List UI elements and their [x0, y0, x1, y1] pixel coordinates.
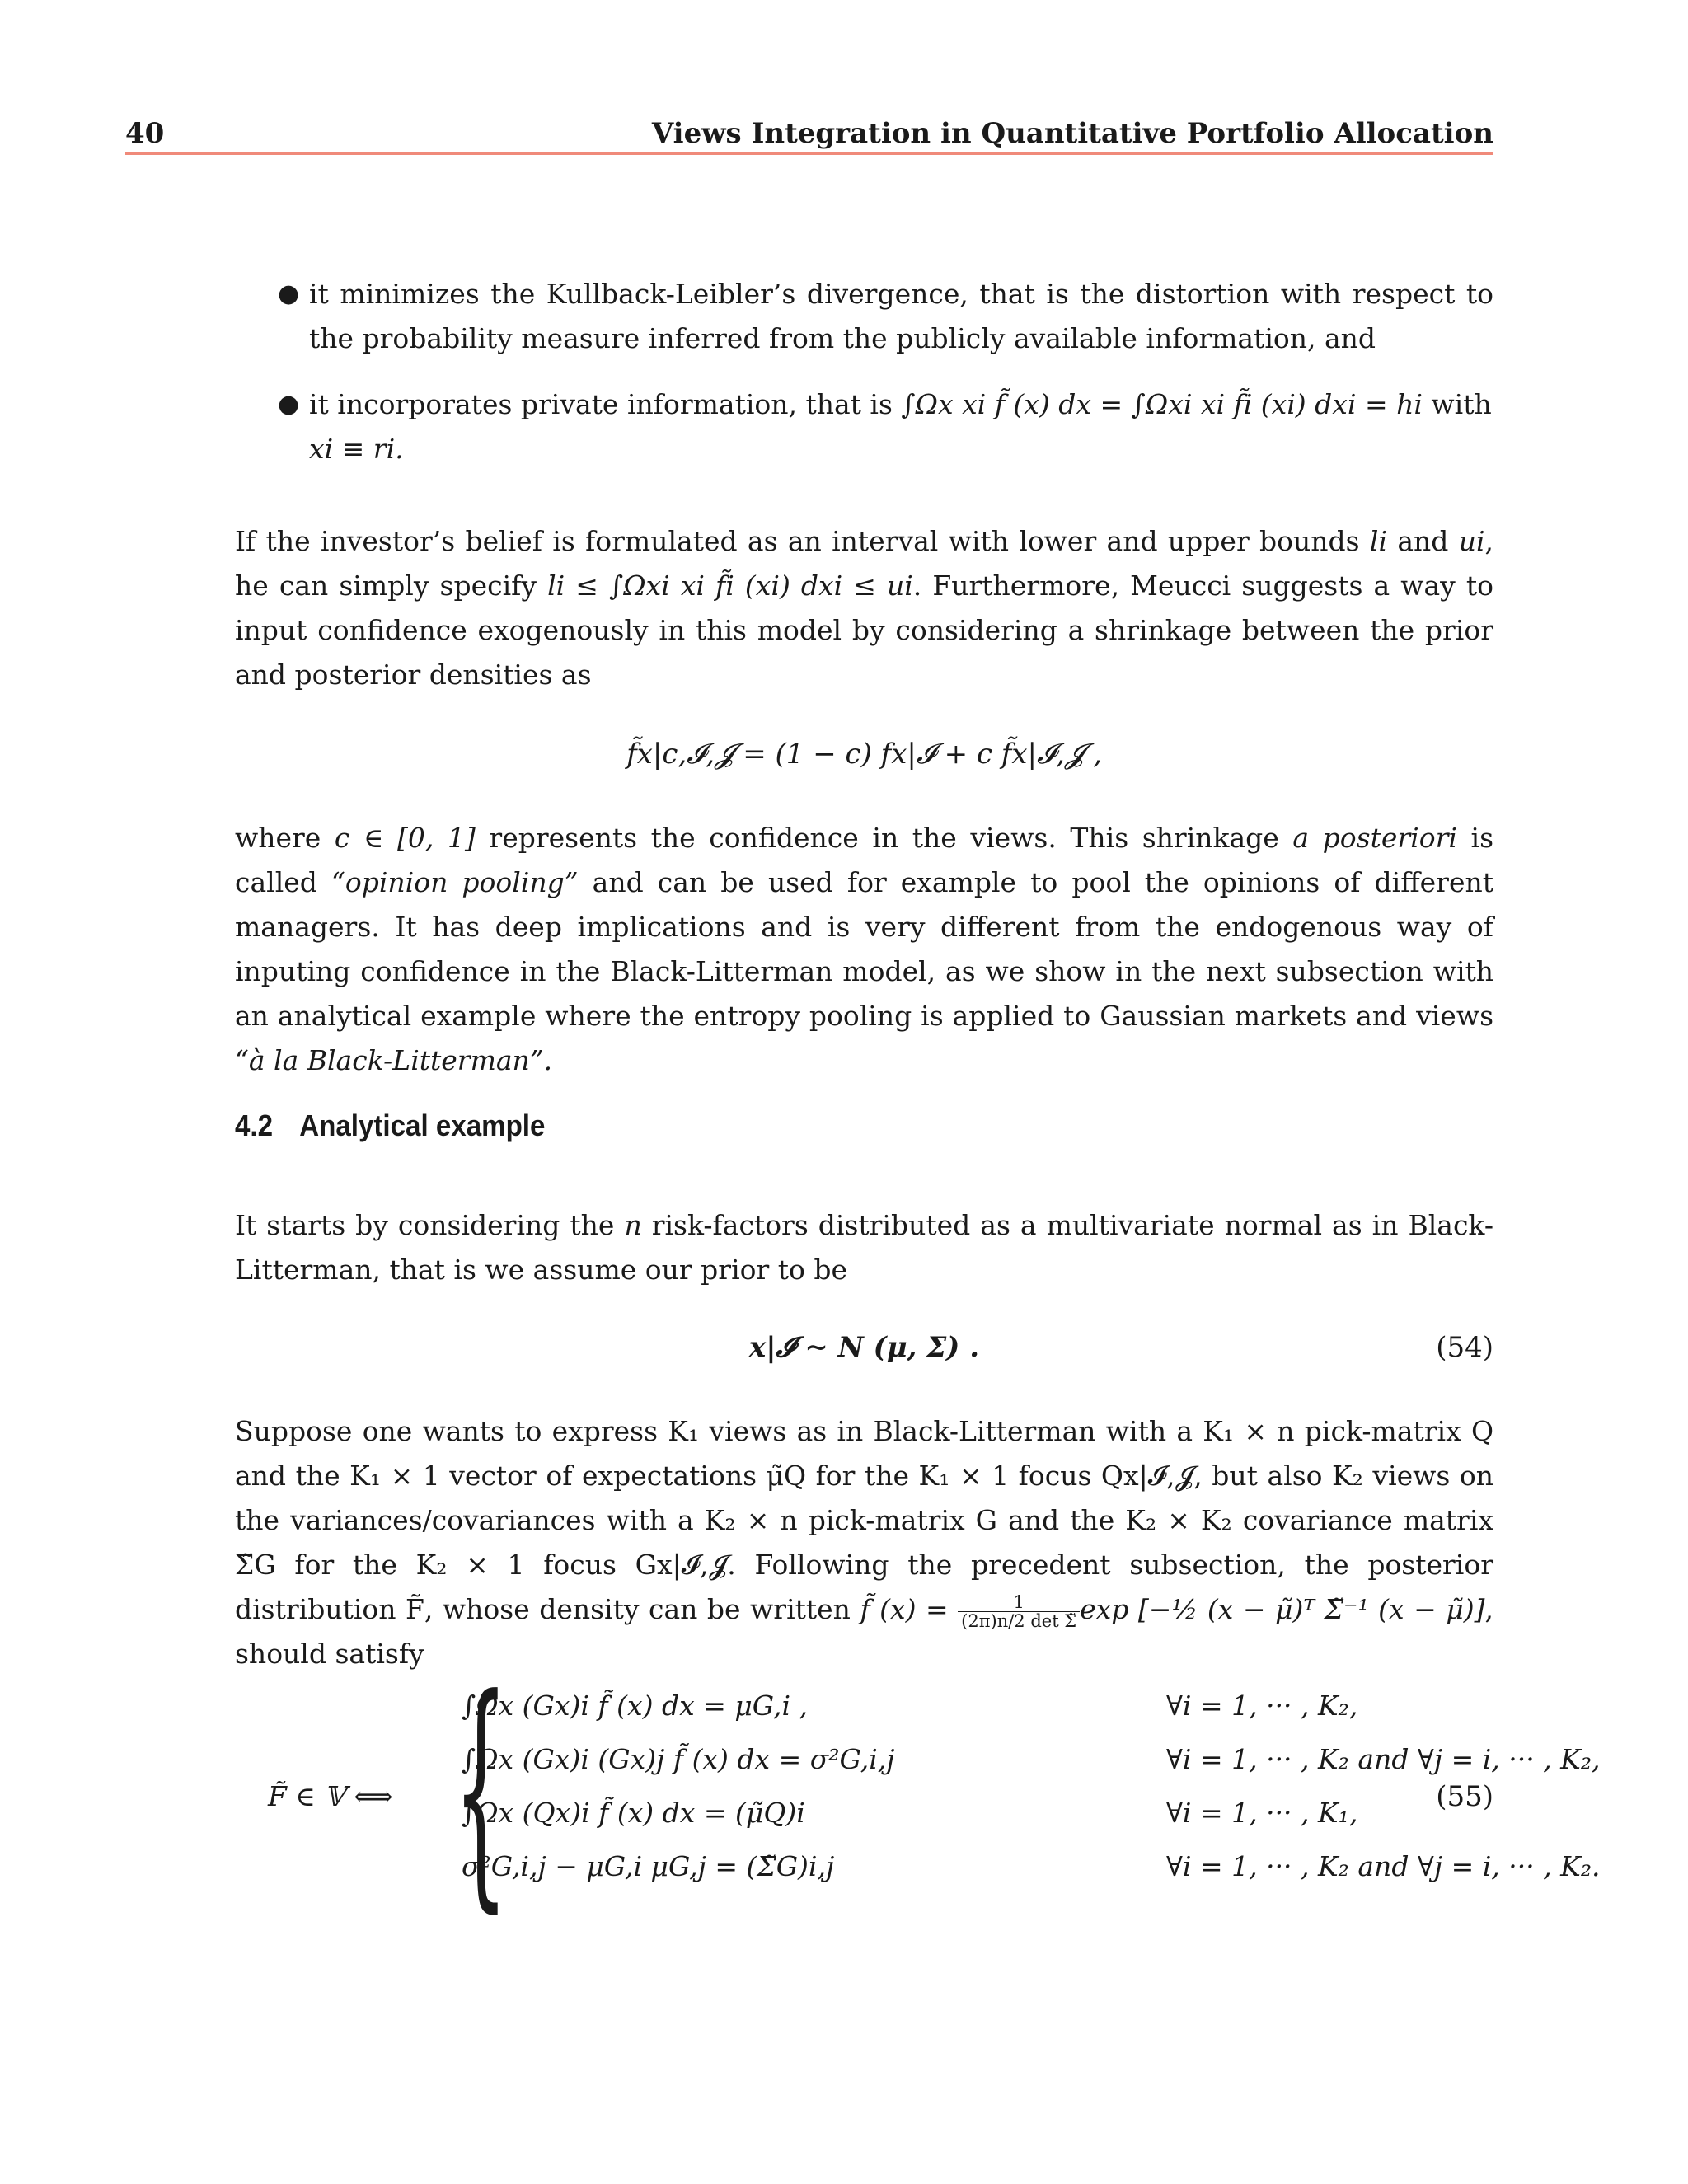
constraint-row [462, 1850, 1601, 1900]
constraint-expr: σ²G,i,j − μG,i μG,j = (Σ̃G)i,j [462, 1850, 835, 1882]
inline-math: li [1369, 525, 1388, 557]
text-run: density can be written [539, 1593, 860, 1625]
fraction [958, 1593, 1080, 1630]
paragraph-interval-views [235, 519, 1493, 697]
page-number: 40 [125, 117, 165, 150]
text-run: Litterman, that is we assume our prior to be [235, 1254, 848, 1286]
text-run: , should satisfy [235, 1593, 1493, 1670]
running-title: Views Integration in Quantitative Portfolio Allocation [651, 117, 1493, 150]
text-run: can simply specify [279, 569, 548, 602]
text-run: the K₁ × 1 vector of expectations μ̃Q for the K₁ × 1 focus Qx|𝓘,𝓙, but also K₂ views on the [235, 1460, 1493, 1536]
constraint-expr: ∫Ωx (Gx)i f̃ (x) dx = μG,i , [462, 1690, 808, 1722]
inline-formula: li ≤ ∫Ωxi xi f̃i (xi) dxi ≤ ui [547, 569, 913, 602]
left-brace-icon: { [453, 1646, 509, 1933]
inline-formula: xi ≡ ri. [309, 433, 404, 465]
bullet-icon: ● [278, 279, 300, 308]
equation-54 [235, 1331, 1493, 1364]
bullet-text: it incorporates private information, that is [309, 388, 902, 420]
italic-text: “opinion pooling” [331, 866, 579, 898]
constraint-cond: ∀i = 1, ··· , K₂ and ∀j = i, ··· , K₂, [1166, 1743, 1601, 1775]
text-run: where [235, 822, 335, 854]
equation-formula: x|𝓘 ∼ N (μ, Σ) . [748, 1331, 980, 1364]
text-run: entropy pooling is applied to Gaussian markets and views [693, 1000, 1494, 1032]
equation-55 [235, 1646, 1601, 1933]
equation-lhs: F̃ ∈ 𝕍 ⟺ [268, 1780, 393, 1812]
fraction-denominator: (2π)n/2 det Σ̃ [961, 1610, 1077, 1631]
text-run: Black-Litterman model, as we show in the next subsection with an analytical example where the [235, 955, 1494, 1032]
inline-formula: exp [−½ (x − μ̃)ᵀ Σ̃⁻¹ (x − μ̃)] [1080, 1593, 1485, 1625]
fraction-numerator: 1 [958, 1593, 1080, 1612]
bullet-text-tail: with [1422, 388, 1492, 420]
constraint-expr: ∫Ωx (Qx)i f̃ (x) dx = (μ̃Q)i [462, 1797, 805, 1829]
text-run: confidence exogenously in this model by considering a shrinkage between the prior and posterior [235, 614, 1493, 691]
text-run: , he [235, 525, 1493, 602]
section-title: Analytical example [299, 1108, 546, 1142]
constraint-row [462, 1797, 1358, 1846]
equation-number: (54) [1436, 1331, 1493, 1364]
equation-shrinkage: f̃x|c,𝓘,𝓙 = (1 − c) fx|𝓘 + c f̃x|𝓘,𝓙 , [626, 738, 1102, 771]
inline-formula: f̃ (x) = [860, 1593, 959, 1625]
text-run: and can be used for example to pool the opinions of different managers. It has [235, 866, 1493, 943]
italic-text: “à la Black-Litterman”. [235, 1044, 553, 1076]
section-number: 4.2 [235, 1108, 274, 1142]
text-run: Suppose one wants to express K₁ views as in Black-Litterman with a K₁ × n pick-matrix Q and [235, 1415, 1493, 1492]
bullet-item-1 [235, 272, 1493, 361]
inline-math: c ∈ [0, 1] [334, 822, 476, 854]
italic-text: a posteriori [1292, 822, 1457, 854]
paragraph-views-spec [235, 1409, 1493, 1676]
text-run: represents the confidence in the views. This shrinkage [475, 822, 1293, 854]
text-run: deep implications and is very different from the endogenous way of inputing confidence in the [235, 911, 1493, 987]
text-run: . Furthermore, Meucci suggests a way to input [235, 569, 1493, 646]
text-run: If the investor’s belief is formulated as an interval with lower and upper bounds [235, 525, 1370, 557]
inline-formula: ∫Ωx xi f̃ (x) dx = ∫Ωxi xi f̃i (xi) dxi = hi [901, 388, 1423, 420]
text-run: is called [235, 822, 1494, 898]
bullet-list [235, 272, 1493, 493]
inline-math: n [624, 1209, 642, 1241]
text-run: It starts by considering the [235, 1209, 625, 1241]
text-run: variances/covariances with a K₂ × n pick-matrix G and the K₂ × K₂ covariance matrix Σ̃G for [235, 1504, 1493, 1581]
constraint-cond: ∀i = 1, ··· , K₂ and ∀j = i, ··· , K₂. [1166, 1850, 1601, 1882]
bullet-icon: ● [278, 390, 300, 419]
paragraph-opinion-pooling [235, 816, 1493, 1083]
constraint-expr: ∫Ωx (Gx)i (Gx)j f̃ (x) dx = σ²G,i,j [462, 1743, 895, 1775]
constraint-row [462, 1743, 1601, 1793]
constraint-cond: ∀i = 1, ··· , K₂, [1166, 1690, 1358, 1722]
running-header [125, 114, 1493, 155]
section-heading [235, 1108, 545, 1143]
bullet-text: it minimizes the Kullback-Leibler’s divergence, that is the distortion with respect to the probability measure inferred from the publicly available information, and [309, 278, 1493, 354]
text-run: and [1387, 525, 1459, 557]
inline-math: ui [1458, 525, 1485, 557]
text-run: the K₂ × 1 focus Gx|𝓘,𝓙. Following the precedent subsection, the posterior distribution F̃, whose [235, 1549, 1494, 1625]
constraint-row [462, 1690, 1358, 1739]
text-run: risk-factors distributed as a multivariate normal as in Black- [641, 1209, 1493, 1241]
text-run: densities as [429, 658, 592, 691]
equation-number: (55) [1436, 1780, 1493, 1813]
constraint-cond: ∀i = 1, ··· , K₁, [1166, 1797, 1358, 1829]
bullet-item-2 [235, 382, 1493, 471]
paragraph-prior [235, 1203, 1493, 1292]
